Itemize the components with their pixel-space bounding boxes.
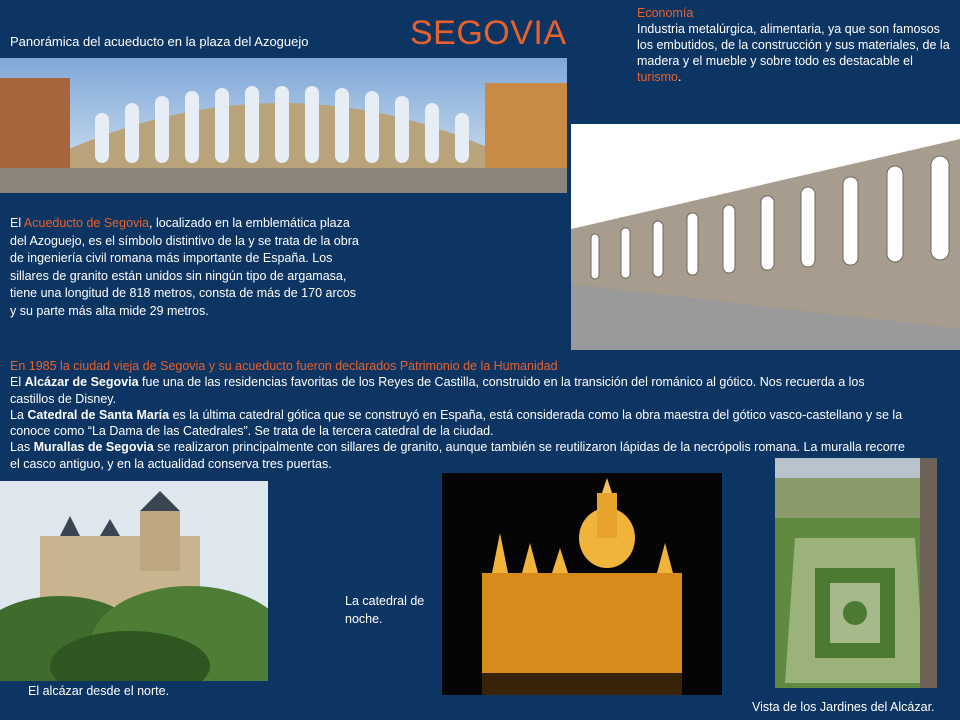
alcazar-gardens-image (775, 458, 937, 688)
cathedral-caption: La catedral de noche. (345, 594, 425, 626)
aqueduct-3d-render-image (571, 124, 960, 350)
gardens-caption: Vista de los Jardines del Alcázar. (752, 700, 935, 714)
heritage-line: En 1985 la ciudad vieja de Segovia y su acueducto fueron declarados Patrimonio de la Humanidad (10, 359, 558, 373)
alcazar-name: Alcázar de Segovia (24, 375, 139, 390)
cathedral-name: Catedral de Santa María (27, 407, 170, 422)
aqueduct-paragraph (10, 215, 360, 320)
economy-highlight: turismo (637, 70, 678, 84)
aqueduct-intro: El (10, 216, 24, 230)
aqueduct-text: , localizado en la emblemática plaza del Azoguejo, es el símbolo distintivo de la y se trata de la obra de ingeniería civil romana más importante de España. Los sillares de granito están unidos sin ningún tipo de argamasa, tiene una longitud de 818 metros, consta de más de 170 arcos y su parte más alta mide 29 metros. (10, 216, 359, 318)
economy-block (637, 5, 955, 85)
alcazar-image (0, 481, 268, 681)
walls-name: Murallas de Segovia (33, 440, 154, 455)
economy-heading: Economía (637, 6, 694, 20)
walls-paragraph: Las Murallas de Segovia se realizaron principalmente con sillares de granito, aunque también se reutilizaron lápidas de la necrópolis romana. La muralla recorre el casco antiguo, y en la actualidad conserva tres puertas. (10, 440, 905, 471)
panorama-caption: Panorámica del acueducto en la plaza del Azoguejo (10, 34, 309, 49)
page-title: SEGOVIA (410, 14, 567, 52)
economy-text: Industria metalúrgica, alimentaria, ya que son famosos los embutidos, de la construcción y sus materiales, de la madera y el mueble y sobre todo es destacable el (637, 22, 950, 68)
economy-text-end: . (677, 70, 682, 84)
cathedral-paragraph: La Catedral de Santa María es la última catedral gótica que se construyó en España, está considerada como la obra maestra del gótico vasco-castellano y se la conoce como “La Dama de las Catedrales”. Se trata de la tercera catedral de la ciudad. (10, 407, 903, 439)
aqueduct-name: Acueducto de Segovia (23, 216, 149, 230)
alcazar-paragraph: El Alcázar de Segovia fue una de las residencias favoritas de los Reyes de Castilla, construido en la transición del románico al gótico. Nos recuerda a los castillos de Disney. (10, 375, 865, 406)
monuments-paragraph (10, 358, 905, 472)
alcazar-caption: El alcázar desde el norte. (28, 684, 170, 698)
aqueduct-panorama-image (0, 58, 567, 193)
cathedral-night-image (442, 473, 722, 695)
